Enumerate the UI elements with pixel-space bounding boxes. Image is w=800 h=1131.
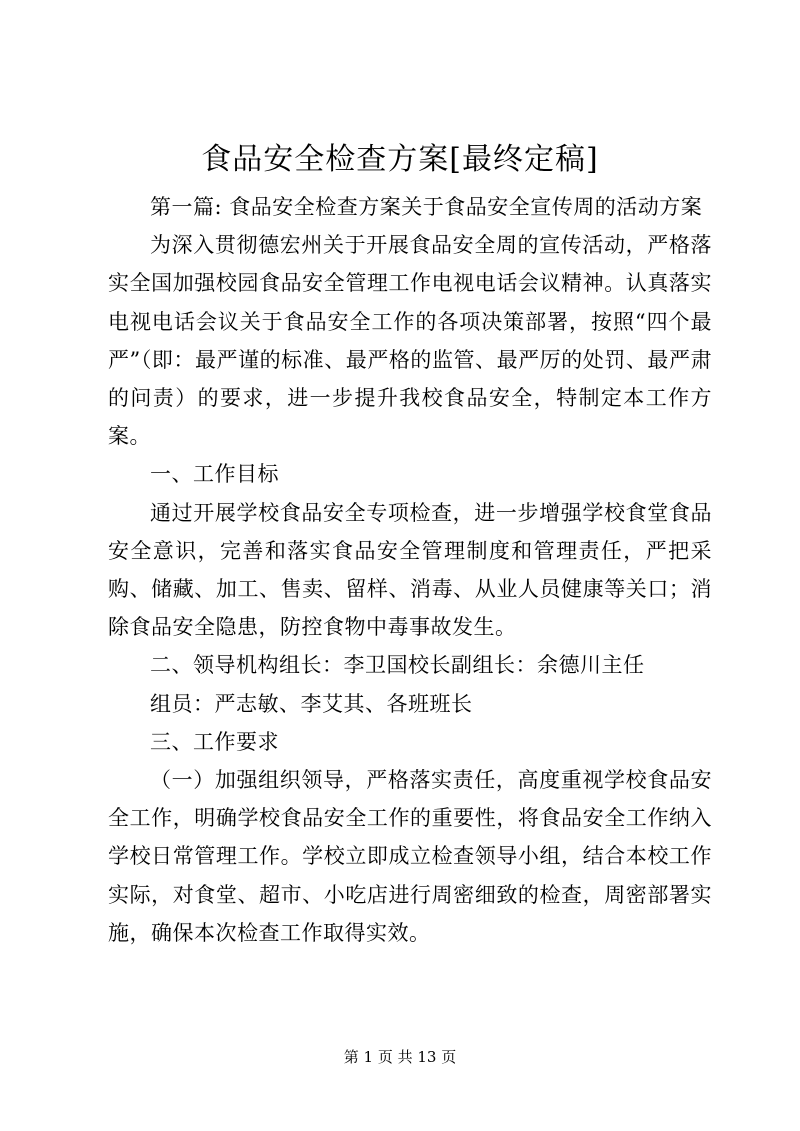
paragraph-leadership: 二、领导机构组长：李卫国校长副组长：余德川主任 [150, 653, 645, 678]
document-title: 食品安全检查方案[最终定稿] [201, 142, 599, 177]
paragraph-heading-first: 第一篇: 食品安全检查方案关于食品安全宣传周的活动方案 [150, 195, 703, 219]
paragraph-intro: 为深入贯彻德宏州关于开展食品安全周的宣传活动，严格落实全国加强校园食品安全管理工作电视电话会议精神。认真落实电视电话会议关于食品安全工作的各项决策部署，按照“四个最严”（即：最严谨的标准、最严格的监管、最严厉的处罚、最严肃的问责）的要求，进一步提升我校食品安全，特制定本工作方案。 [108, 233, 712, 449]
document-body [108, 188, 712, 952]
section-heading-requirements: 三、工作要求 [150, 729, 279, 754]
paragraph-members: 组员：严志敏、李艾其、各班班长 [150, 691, 473, 716]
page-footer: 第 1 页 共 13 页 [343, 1048, 457, 1066]
section-heading-goals: 一、工作目标 [150, 462, 279, 487]
paragraph-goals: 通过开展学校食品安全专项检查，进一步增强学校食堂食品安全意识，完善和落实食品安全管理制度和管理责任，严把采购、储藏、加工、售卖、留样、消毒、从业人员健康等关口；消除食品安全隐患，防控食物中毒事故发生。 [108, 500, 712, 640]
paragraph-requirement-1: （一）加强组织领导，严格落实责任，高度重视学校食品安全工作，明确学校食品安全工作的重要性，将食品安全工作纳入学校日常管理工作。学校立即成立检查领导小组，结合本校工作实际，对食堂、超市、小吃店进行周密细致的检查，周密部署实施，确保本次检查工作取得实效。 [108, 768, 712, 945]
